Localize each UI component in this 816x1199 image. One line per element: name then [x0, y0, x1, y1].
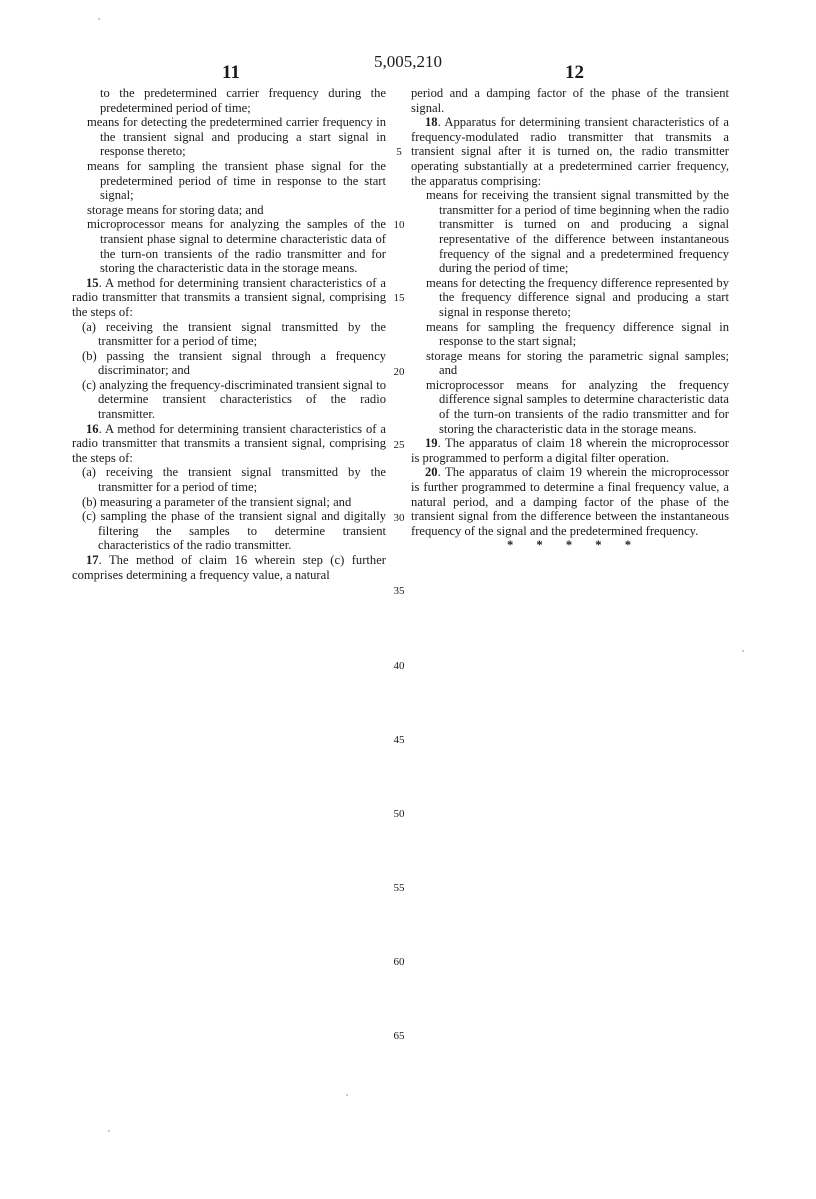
claim-text-line	[72, 509, 386, 553]
line-number: 20	[393, 366, 405, 378]
end-asterisks	[411, 538, 729, 553]
line-number: 30	[393, 512, 405, 524]
scan-speck	[742, 650, 744, 652]
claim-text-line	[411, 276, 729, 320]
line-number: 40	[393, 660, 405, 672]
right-column-number: 12	[565, 62, 584, 83]
claim-paragraph	[72, 276, 386, 320]
paragraph-text: means for detecting the predetermined carrier frequency in the transient signal and producing a start signal in response thereto;	[87, 115, 386, 159]
line-number: 60	[393, 956, 405, 968]
claim-text-line	[411, 86, 729, 115]
claim-number: 19	[425, 436, 438, 451]
right-text-column	[411, 86, 729, 553]
line-number: 55	[393, 882, 405, 894]
claim-text-line	[72, 378, 386, 422]
left-text-column	[72, 86, 386, 582]
left-column-number: 11	[222, 62, 240, 83]
claim-text-line	[72, 495, 386, 510]
scan-speck	[98, 18, 100, 20]
claim-number: 16	[86, 421, 99, 436]
line-number: 25	[393, 439, 405, 451]
claim-paragraph	[72, 553, 386, 582]
paragraph-text: (a) receiving the transient signal transmitted by the transmitter for a period of time;	[82, 319, 386, 349]
line-number: 35	[393, 585, 405, 597]
claim-text-line	[72, 203, 386, 218]
claim-paragraph	[411, 436, 729, 465]
claim-paragraph	[411, 465, 729, 538]
claim-text-line	[72, 86, 386, 115]
paragraph-text: means for sampling the frequency difference signal in response to the start signal;	[426, 319, 729, 349]
claim-text-line	[72, 349, 386, 378]
paragraph-text: storage means for storing the parametric signal samples; and	[426, 348, 729, 378]
paragraph-text: microprocessor means for analyzing the samples of the transient phase signal to determine characteristic data of the turn-on transients of the radio transmitter and for storing the characteristic data in the storage means.	[87, 217, 386, 276]
line-number: 50	[393, 808, 405, 820]
claim-text-line	[411, 188, 729, 276]
paragraph-text: . The apparatus of claim 19 wherein the microprocessor is further programmed to determine a final frequency value, a natural period, and a damping factor of the phase of the transient signal from the difference between the instantaneous frequency of the signal and the predetermined frequency.	[411, 465, 729, 538]
paragraph-text: . A method for determining transient characteristics of a radio transmitter that transmits a transient signal, comprising the steps of:	[72, 421, 386, 465]
paragraph-text: storage means for storing data; and	[87, 202, 264, 217]
paragraph-text: . The method of claim 16 wherein step (c) further comprises determining a frequency value, a natural	[72, 553, 386, 582]
line-number: 5	[396, 146, 402, 158]
scan-speck	[108, 1130, 110, 1132]
paragraph-text: (b) passing the transient signal through a frequency discriminator; and	[82, 348, 386, 378]
paragraph-text: (c) analyzing the frequency-discriminated transient signal to determine transient characteristics of the radio transmitter.	[82, 377, 386, 422]
paragraph-text: to the predetermined carrier frequency during the predetermined period of time;	[100, 86, 386, 115]
paragraph-text: means for receiving the transient signal transmitted by the transmitter for a period of time beginning when the radio transmitter is turned on and producing a signal representative of the difference between instantaneous frequency of the signal and a predetermined frequency during the period of time;	[426, 188, 729, 276]
line-number: 45	[393, 734, 405, 746]
paragraph-text: * * * * *	[506, 538, 642, 553]
claim-paragraph	[72, 422, 386, 466]
line-number: 10	[393, 219, 405, 231]
paragraph-text: . Apparatus for determining transient characteristics of a frequency-modulated radio transmitter that transmits a transient signal after it is turned on, the radio transmitter operating substantially at a predetermined carrier frequency, the apparatus comprising:	[411, 115, 729, 188]
claim-text-line	[411, 320, 729, 349]
paragraph-text: period and a damping factor of the phase of the transient signal.	[411, 86, 729, 115]
claim-number: 20	[425, 465, 438, 480]
claim-text-line	[72, 217, 386, 275]
paragraph-text: . A method for determining transient characteristics of a radio transmitter that transmits a transient signal, comprising the steps of:	[72, 275, 386, 319]
claim-text-line	[72, 159, 386, 203]
claim-text-line	[72, 320, 386, 349]
claim-text-line	[72, 115, 386, 159]
paragraph-text: . The apparatus of claim 18 wherein the microprocessor is programmed to perform a digital filter operation.	[411, 436, 729, 465]
claim-number: 18	[425, 115, 438, 130]
line-number: 15	[393, 292, 405, 304]
paragraph-text: (a) receiving the transient signal transmitted by the transmitter for a period of time;	[82, 465, 386, 495]
paragraph-text: (c) sampling the phase of the transient signal and digitally filtering the samples to determine transient characteristics of the radio transmitter.	[82, 509, 386, 553]
patent-number: 5,005,210	[374, 52, 442, 71]
claim-text-line	[72, 465, 386, 494]
paragraph-text: means for detecting the frequency difference represented by the frequency difference signal and producing a start signal in response thereto;	[426, 275, 729, 319]
scan-speck	[346, 1094, 348, 1096]
claim-paragraph	[411, 115, 729, 188]
paragraph-text: microprocessor means for analyzing the frequency difference signal samples to determine characteristic data of the turn-on transients of the radio transmitter and for storing the characteristic data in the storage means.	[426, 377, 729, 436]
paragraph-text: (b) measuring a parameter of the transient signal; and	[82, 494, 352, 509]
claim-number: 17	[86, 553, 99, 567]
line-number: 65	[393, 1030, 405, 1042]
paragraph-text: means for sampling the transient phase signal for the predetermined period of time in response to the start signal;	[87, 158, 386, 203]
claim-text-line	[411, 378, 729, 436]
claim-text-line	[411, 349, 729, 378]
claim-number: 15	[86, 275, 99, 290]
